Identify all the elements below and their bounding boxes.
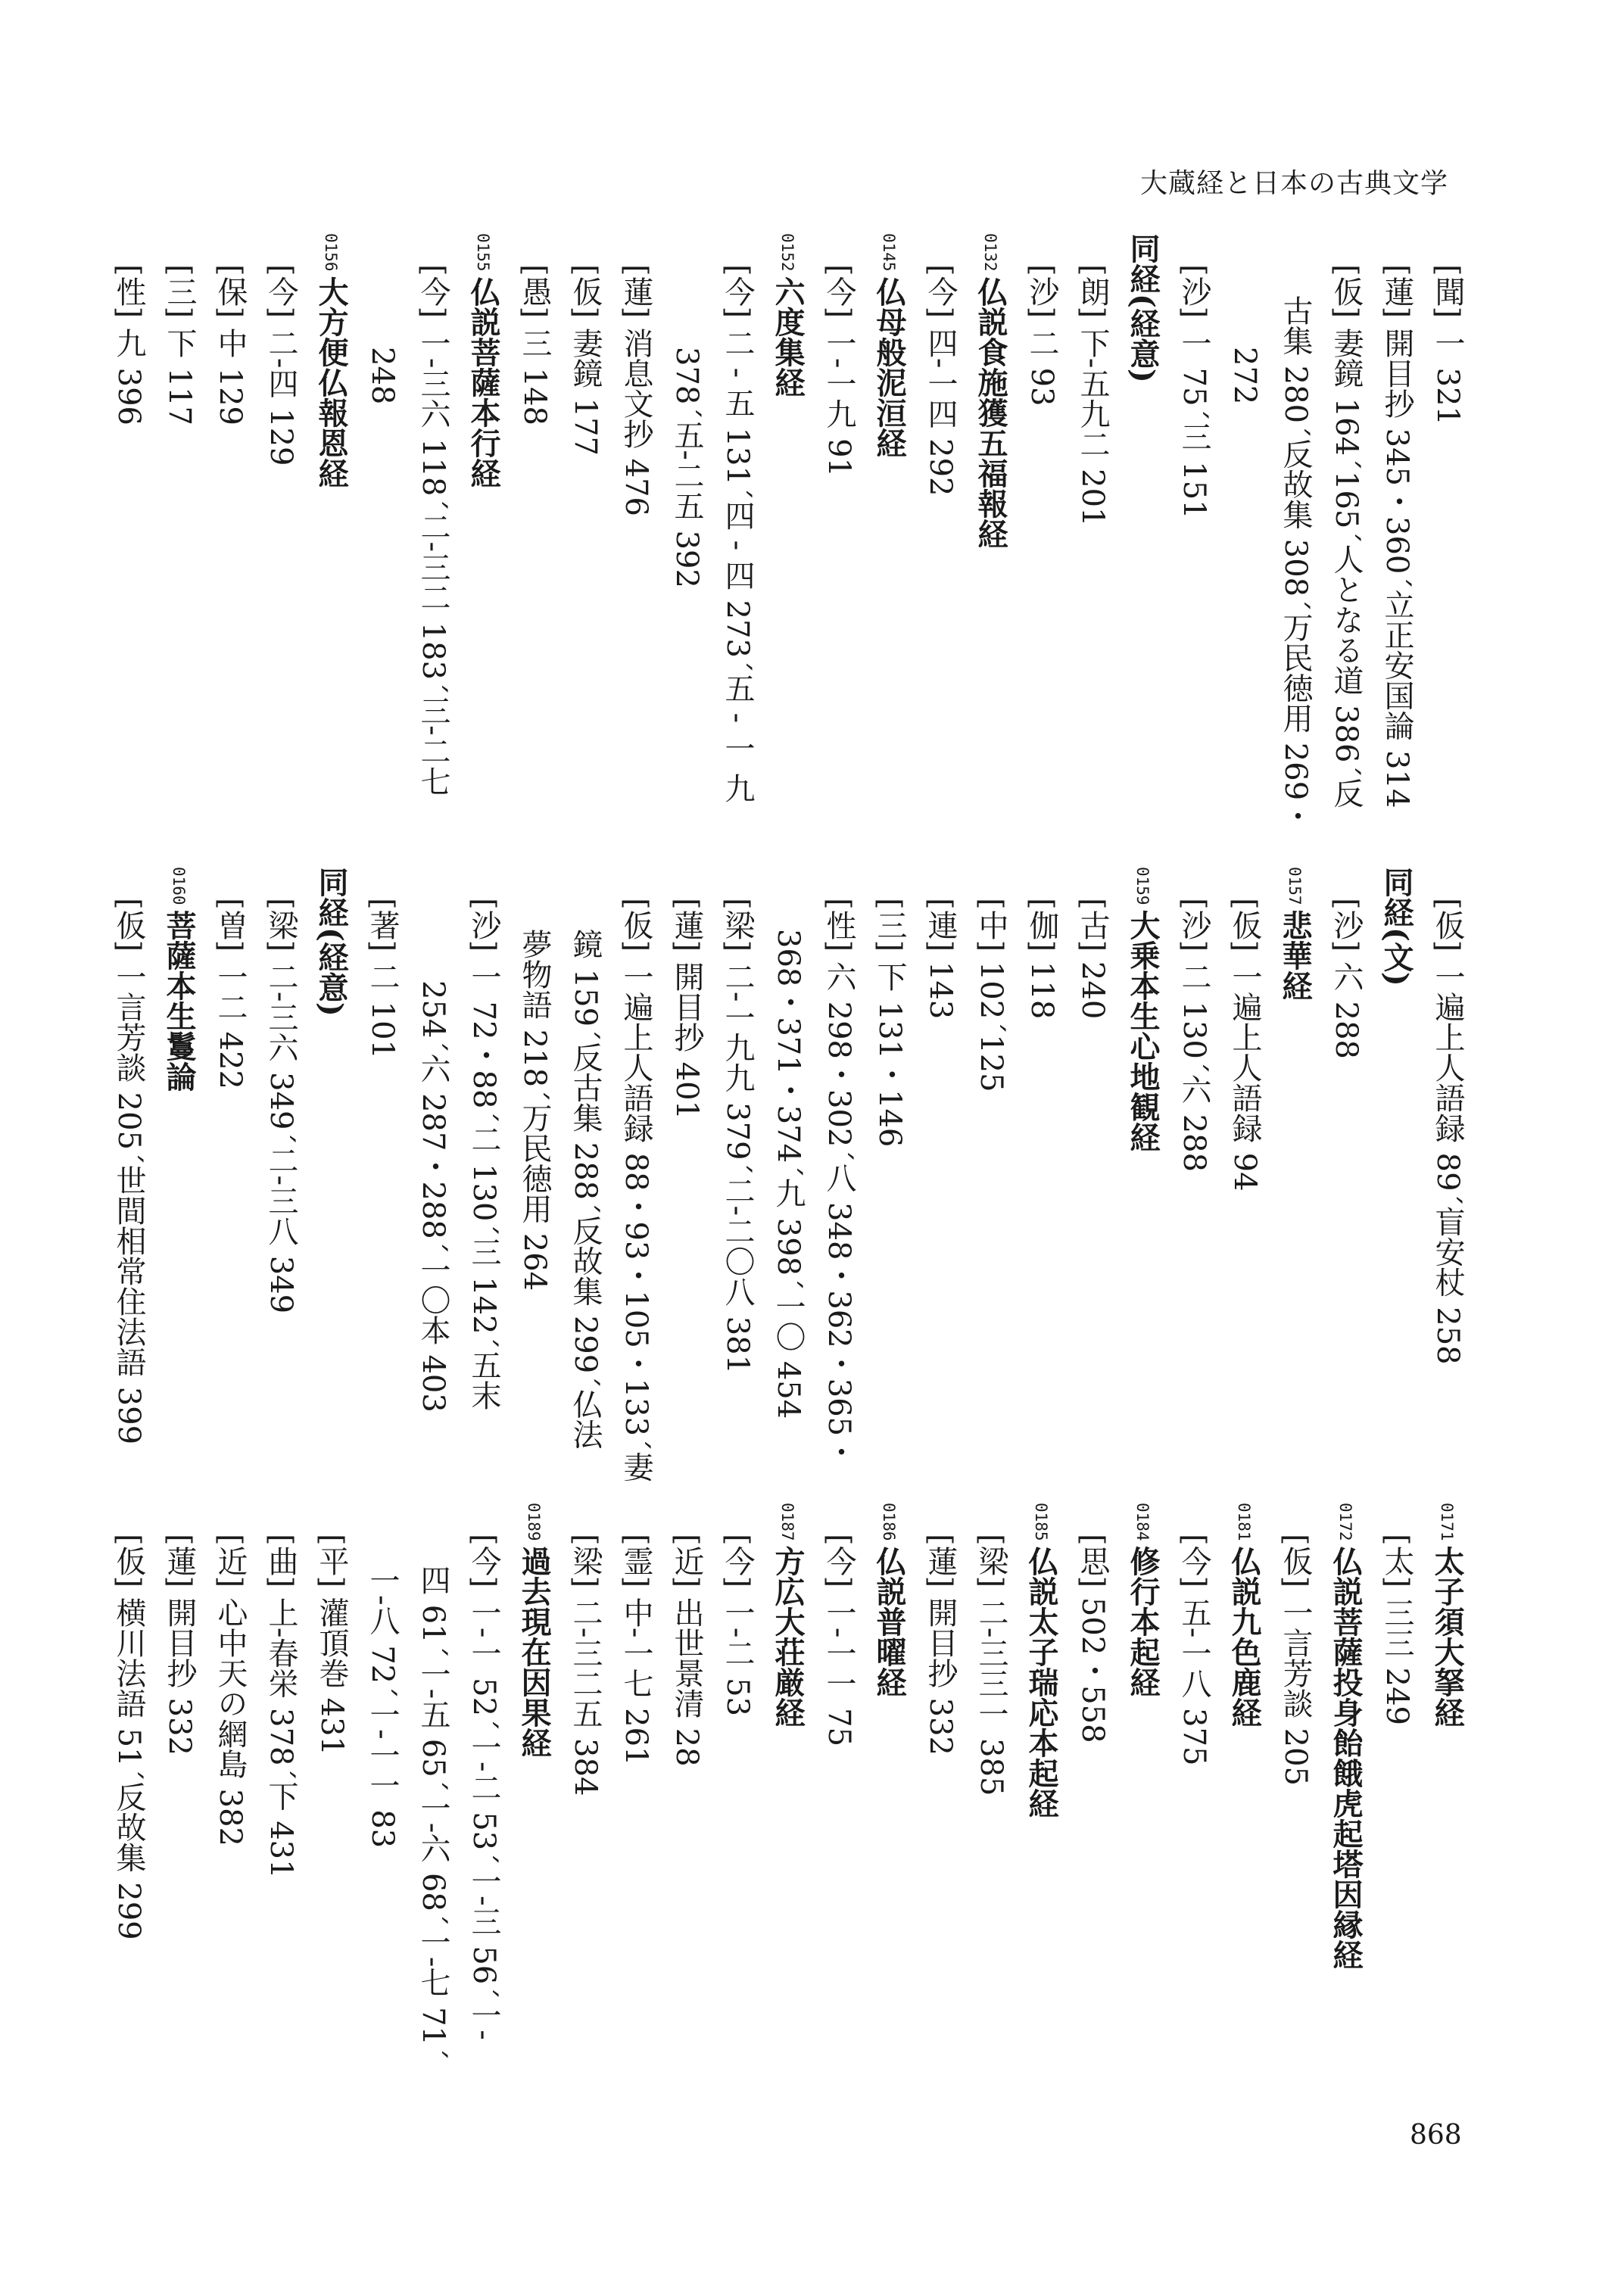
sutra-title [762,1503,813,2093]
sutra-number: 0156 [322,233,340,272]
sutra-number: 0160 [170,867,188,905]
index-band-top [111,233,1473,831]
sutra-title [306,233,357,824]
citation-line [610,867,661,1482]
citation-line [204,1503,255,2093]
citation-text: [今] 四-一四 292 [923,264,958,497]
citation-line [357,867,407,1457]
sutra-name: 同経(文) [1379,867,1414,986]
sutra-number: 0145 [880,233,898,272]
citation-line [357,1503,407,2093]
citation-line [712,1503,762,2093]
citation-text: [仮] 横川法語 51´反故集 299 [111,1534,146,1940]
citation-text: [太] 三三 249 [1379,1534,1414,1725]
sutra-name: 方広大荘厳経 [770,1545,806,1728]
citation-text: [梁] 二-三六 349´二-三八 349 [263,898,298,1314]
sutra-name: 大方便仏報恩経 [313,276,349,488]
citation-line [154,1503,204,2093]
citation-line [560,1503,610,2093]
sutra-name: 仏母般泥洹経 [871,276,907,458]
citation-text: [今] 一-三六 118´二-三二 183´三-二七 [416,264,450,796]
citation-text: [性] 九 396 [111,264,146,425]
citation-text: [平] 灌頂巻 431 [314,1534,349,1756]
sutra-name: 仏説菩薩本行経 [466,276,501,488]
citation-text: [沙] 一 72・88´二 130´三 142´五末 [466,898,501,1410]
citation-text: [朗] 下-五九二 201 [1075,264,1110,527]
sutra-number: 0171 [1438,1503,1456,1541]
citation-text: 古集 280´反故集 308´万民徳用 269・ [1278,295,1313,831]
sutra-title [864,233,915,824]
citation-text: [仮] 一言芳談 205´世間相常住法語 399 [111,898,146,1445]
citation-text: [梁] 二-一九九 379´二-二〇八 381 [720,898,755,1375]
citation-text: [三] 下 131・146 [872,898,907,1148]
sutra-number: 0189 [525,1503,543,1541]
citation-text: [性] 六 298・302´八 348・362・365・ [821,898,856,1467]
citation-text: [今] 二 - 五 131´四 - 四 273´五 - 一 九 [720,264,755,803]
citation-text: 368・371・374´九 398´一〇 454 [771,929,806,1419]
citation-text: [連] 143 [923,898,958,1020]
sutra-name: 修行本起経 [1125,1545,1161,1697]
citation-line [1270,1503,1320,2093]
citation-text: [沙] 六 288 [1329,898,1364,1059]
sutra-name: 過去現在因果経 [516,1545,552,1758]
citation-line [255,1503,306,2093]
citation-line [965,867,1016,1457]
citation-text: [曲] 上-春栄 378´下 431 [263,1534,298,1879]
sutra-title [1320,1503,1371,2093]
citation-line [1371,233,1422,824]
citation-text: [蓮] 開目抄 332 [162,1534,197,1756]
citation-text: [沙] 二 130´六 288 [1177,898,1211,1173]
citation-line [255,233,306,824]
citation-line [1067,867,1117,1457]
citation-line [407,867,458,1457]
sutra-title [864,1503,915,2093]
citation-line [1067,233,1117,824]
sutra-title [1117,1503,1168,2093]
citation-text: [近] 心中天の網島 382 [213,1534,248,1846]
citation-line [103,1503,154,2093]
citation-text: [今] 二-四 129 [263,264,298,466]
citation-line [813,1503,864,2093]
citation-line [661,1503,712,2093]
sutra-name: 同経(経意) [313,867,349,1017]
sutra-name: 仏説太子瑞応本起経 [1024,1545,1059,1818]
citation-line [813,233,864,824]
sutra-name: 菩薩本生鬘論 [161,909,197,1092]
index-band-bottom [111,1503,1473,2093]
citation-line [1219,233,1270,824]
citation-text: [今] 一-一 52´一-二 53´一-三 56´一- [466,1534,501,2040]
sutra-name: 仏説九色鹿経 [1227,1545,1262,1728]
citation-text: [仮] 妻鏡 164´165´人となる道 386´反 [1329,264,1364,808]
citation-text: 一-八 72´一-一一 83 [365,1565,400,1849]
citation-text: [愚] 三 148 [517,264,552,425]
citation-line [965,1503,1016,2093]
sutra-number: 0181 [1235,1503,1253,1541]
citation-line [1422,867,1473,1457]
sutra-title [1117,233,1168,824]
sutra-title [154,867,204,1457]
citation-line [610,1503,661,2093]
citation-text: [仮] 一言芳談 205 [1278,1534,1313,1786]
citation-line [610,233,661,824]
sutra-title [1270,867,1320,1457]
citation-text: [仮] 一遍上人語録 94 [1227,898,1262,1192]
citation-line [915,1503,965,2093]
citation-line [1270,233,1320,831]
citation-text: 夢物語 218´万民徳用 264 [517,929,552,1291]
sutra-title [1371,867,1422,1457]
citation-text: [蓮] 消息文抄 476 [619,264,653,516]
citation-text: [沙] 二 93 [1024,264,1059,407]
citation-line [813,867,864,1467]
citation-text: [蓮] 開目抄 401 [669,898,704,1120]
sutra-title [1422,1503,1473,2093]
citation-text: [霊] 中-一七 261 [619,1534,653,1766]
citation-text: [今] 一-二 53 [720,1534,755,1717]
citation-line [560,233,610,824]
sutra-name: 六度集経 [770,276,806,397]
sutra-number: 0159 [1133,867,1152,905]
citation-line [915,233,965,824]
sutra-title [1016,1503,1067,2093]
sutra-title [1117,867,1168,1457]
sutra-name: 仏説食施獲五福報経 [973,276,1008,549]
citation-line [509,233,560,824]
citation-line [204,867,255,1457]
sutra-name: 太子須大拏経 [1429,1545,1465,1728]
sutra-number: 0172 [1336,1503,1354,1541]
citation-line [1168,1503,1219,2093]
citation-text: [仮] 一遍上人語録 88・93・105・133´妻 [619,898,653,1482]
sutra-number: 0132 [981,233,999,272]
citation-line [762,867,813,1457]
citation-text: [三] 下 117 [162,264,197,425]
citation-text: 248 [365,347,400,405]
citation-text: [曽] 一二 422 [213,898,248,1089]
running-header: 大蔵経と日本の古典文学 [1139,168,1448,199]
citation-text: 254´六 287・288´一〇本 403 [416,980,450,1413]
citation-line [204,233,255,824]
citation-line [712,233,762,824]
sutra-number: 0152 [778,233,796,272]
citation-line [1067,1503,1117,2093]
citation-text: 378´五-二五 392 [669,347,704,588]
citation-text: [保] 中 129 [213,264,248,425]
citation-line [661,233,712,824]
citation-text: [著] 二 101 [365,898,400,1059]
citation-text: [古] 240 [1075,898,1110,1020]
citation-line [509,867,560,1457]
citation-line [1016,867,1067,1457]
sutra-number: 0186 [880,1503,898,1541]
sutra-number: 0157 [1286,867,1304,905]
citation-line [407,233,458,824]
sutra-title [509,1503,560,2093]
citation-text: [思] 502・558 [1075,1534,1110,1743]
citation-text: [中] 102´125 [974,898,1008,1092]
sutra-number: 0185 [1032,1503,1050,1541]
citation-text: [今] 一-一九 91 [821,264,856,478]
citation-line [1168,233,1219,824]
citation-text: [今] 五-一八 375 [1177,1534,1211,1766]
citation-line [1016,233,1067,824]
sutra-title [1219,1503,1270,2093]
citation-text: [梁] 二-三二五 384 [568,1534,603,1796]
citation-line [458,1503,509,2093]
sutra-number: 0187 [778,1503,796,1541]
citation-line [560,867,610,1457]
page-number: 868 [1410,2120,1462,2151]
citation-line [712,867,762,1457]
sutra-name: 大乗本生心地観経 [1125,909,1161,1152]
sutra-name: 仏説普曜経 [871,1545,907,1697]
sutra-name: 悲華経 [1277,909,1313,1001]
citation-line [103,867,154,1457]
sutra-name: 仏説菩薩投身飴餓虎起塔因縁経 [1328,1545,1364,1970]
sutra-title [762,233,813,824]
sutra-number: 0155 [474,233,492,272]
citation-line [915,867,965,1457]
citation-text: 四 61´一-五 65´一-六 68´一-七 71´ [416,1565,450,2061]
citation-text: [今] 一-一一 75 [821,1534,856,1747]
sutra-title [306,867,357,1457]
citation-line [864,867,915,1457]
citation-text: [沙] 一 75´三 151 [1177,264,1211,519]
citation-text: [仮] 妻鏡 177 [568,264,603,456]
citation-line [1320,233,1371,824]
sutra-title [965,233,1016,824]
citation-text: [仮] 一遍上人語録 89´盲安杖 258 [1430,898,1465,1365]
citation-text: 272 [1227,347,1262,405]
citation-text: [梁] 二-三三一 385 [974,1534,1008,1796]
citation-text: [蓮] 開目抄 345・360´立正安国論 314 [1379,264,1414,808]
citation-line [154,233,204,824]
citation-line [357,233,407,824]
citation-line [255,867,306,1457]
citation-line [103,233,154,824]
citation-line [1168,867,1219,1457]
citation-line [1320,867,1371,1457]
citation-text: [近] 出世景清 28 [669,1534,704,1767]
citation-line [407,1503,458,2093]
sutra-name: 同経(経意) [1125,233,1161,383]
sutra-title [458,233,509,824]
citation-line [458,867,509,1457]
citation-text: 鏡 159´反古集 288´反故集 299´仏法 [568,929,603,1450]
index-band-middle [111,867,1473,1482]
citation-line [1422,233,1473,824]
citation-line [1219,867,1270,1457]
citation-line [306,1503,357,2093]
citation-line [1371,1503,1422,2093]
citation-text: [伽] 118 [1024,898,1059,1020]
citation-text: [聞] 一 321 [1430,264,1465,425]
citation-line [661,867,712,1457]
sutra-number: 0184 [1133,1503,1152,1541]
citation-text: [蓮] 開目抄 332 [923,1534,958,1756]
